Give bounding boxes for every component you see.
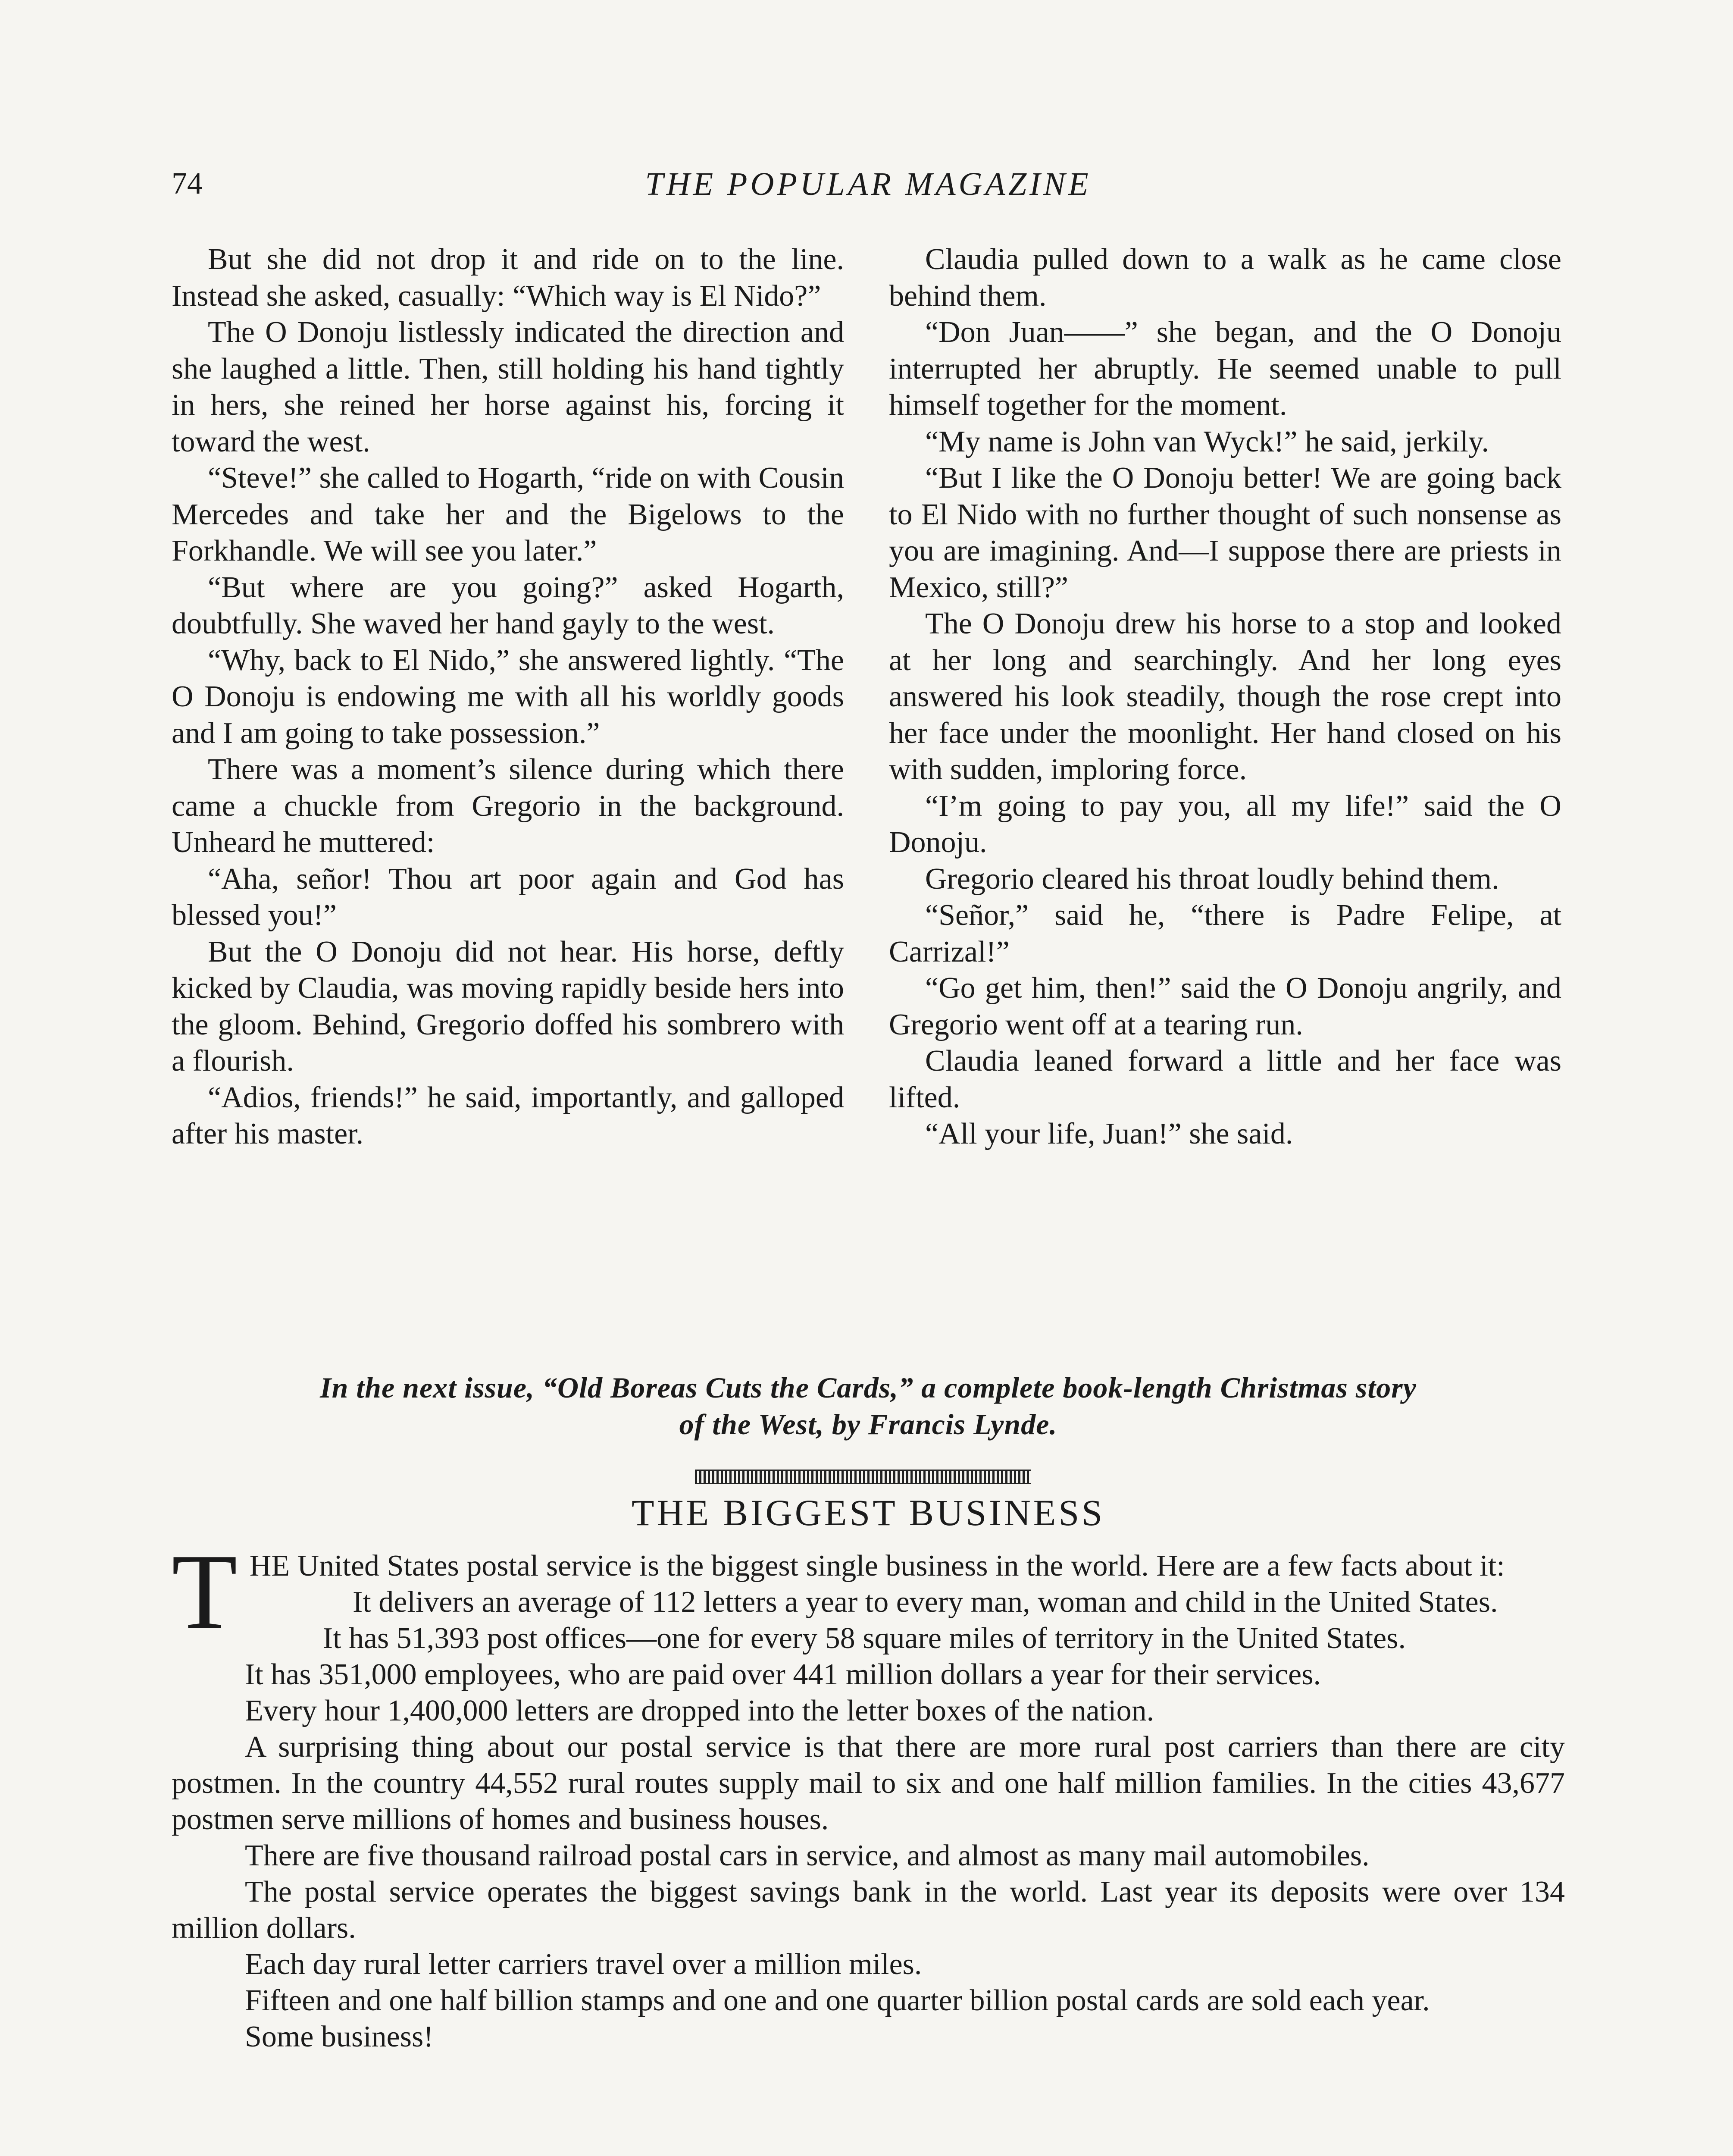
article-paragraph: Each day rural letter carriers travel over a million miles.: [245, 1948, 922, 1981]
story-paragraph: “Adios, friends!” he said, importantly, and galloped after his master.: [172, 1081, 844, 1150]
article-paragraph: Some business!: [245, 2020, 434, 2053]
story-paragraph: The O Donoju listlessly indicated the direction and she laughed a little. Then, still holding his hand tightly in hers, she reined her horse against his, forcing it toward the west.: [172, 316, 844, 458]
story-paragraph: “Don Juan——” she began, and the O Donoju interrupted her abruptly. He seemed unable to pull himself together for the moment.: [889, 316, 1561, 422]
next-issue-line: of the West, by Francis Lynde.: [679, 1408, 1057, 1441]
article-intro: HE United States postal service is the biggest single business in the world. Here are a few facts about it:: [249, 1549, 1505, 1583]
section-divider-ornament: [695, 1470, 1031, 1484]
story-paragraph: “Aha, señor! Thou art poor again and God has blessed you!”: [172, 862, 844, 932]
running-title: THE POPULAR MAGAZINE: [645, 166, 1092, 202]
article-paragraph: There are five thousand railroad postal cars in service, and almost as many mail automobiles.: [245, 1839, 1370, 1872]
next-issue-note: [172, 1369, 1565, 1443]
article-paragraph: The postal service operates the biggest savings bank in the world. Last year its deposits were over 134 million dollars.: [172, 1875, 1565, 1945]
article-title: THE BIGGEST BUSINESS: [632, 1492, 1105, 1533]
story-paragraph: “Señor,” said he, “there is Padre Felipe, at Carrizal!”: [889, 899, 1561, 968]
article-paragraph: It delivers an average of 112 letters a year to every man, woman and child in the United States.: [353, 1586, 1498, 1619]
next-issue-line: In the next issue, “Old Boreas Cuts the Cards,” a complete book-length Christmas story: [320, 1371, 1417, 1404]
article-paragraph: A surprising thing about our postal service is that there are more rural post carriers than there are city postmen. In the country 44,552 rural routes supply mail to six and one half million families. In the cities 43,677 postmen serve millions of homes and business houses.: [172, 1730, 1565, 1836]
article-paragraph: It has 351,000 employees, who are paid over 441 million dollars a year for their services.: [245, 1658, 1321, 1691]
story-paragraph: “But I like the O Donoju better! We are going back to El Nido with no further thought of such nonsense as you are imagining. And—I suppose there are priests in Mexico, still?”: [889, 461, 1561, 604]
story-paragraph: “All your life, Juan!” she said.: [925, 1117, 1293, 1150]
page-number: 74: [172, 166, 203, 201]
story-paragraph: But she did not drop it and ride on to the line. Instead she asked, casually: “Which way is El Nido?”: [172, 243, 844, 313]
story-left-column: [172, 241, 844, 1153]
story-paragraph: Gregorio cleared his throat loudly behind them.: [925, 862, 1499, 896]
story-paragraph: Claudia pulled down to a walk as he came close behind them.: [889, 243, 1561, 313]
story-right-column: [889, 241, 1561, 1153]
page-header: [172, 166, 1565, 213]
article-paragraph: Fifteen and one half billion stamps and one and one quarter billion postal cards are sold each year.: [245, 1984, 1430, 2017]
drop-cap: T: [172, 1532, 238, 1651]
story-paragraph: There was a moment’s silence during which there came a chuckle from Gregorio in the background. Unheard he muttered:: [172, 753, 844, 859]
article-body: [172, 1532, 1565, 2055]
article-paragraph: It has 51,393 post offices—one for every 58 square miles of territory in the United States.: [322, 1622, 1406, 1655]
story-paragraph: But the O Donoju did not hear. His horse, deftly kicked by Claudia, was moving rapidly beside hers into the gloom. Behind, Gregorio doffed his sombrero with a flourish.: [172, 935, 844, 1078]
story-paragraph: “I’m going to pay you, all my life!” said the O Donoju.: [889, 789, 1561, 859]
story-paragraph: “My name is John van Wyck!” he said, jerkily.: [925, 425, 1489, 458]
story-paragraph: “Why, back to El Nido,” she answered lightly. “The O Donoju is endowing me with all his worldly goods and I am going to take possession.”: [172, 643, 844, 750]
story-paragraph: The O Donoju drew his horse to a stop and looked at her long and searchingly. And her long eyes answered his look steadily, though the rose crept into her face under the moonlight. Her hand closed on his with sudden, imploring force.: [889, 607, 1561, 786]
story-paragraph: “Steve!” she called to Hogarth, “ride on with Cousin Mercedes and take her and the Bigelows to the Forkhandle. We will see you later.”: [172, 461, 844, 567]
article-paragraph: Every hour 1,400,000 letters are dropped into the letter boxes of the nation.: [245, 1694, 1154, 1727]
story-paragraph: “But where are you going?” asked Hogarth, doubtfully. She waved her hand gayly to the west.: [172, 570, 844, 640]
story-paragraph: “Go get him, then!” said the O Donoju angrily, and Gregorio went off at a tearing run.: [889, 971, 1561, 1041]
story-paragraph: Claudia leaned forward a little and her face was lifted.: [889, 1044, 1561, 1114]
